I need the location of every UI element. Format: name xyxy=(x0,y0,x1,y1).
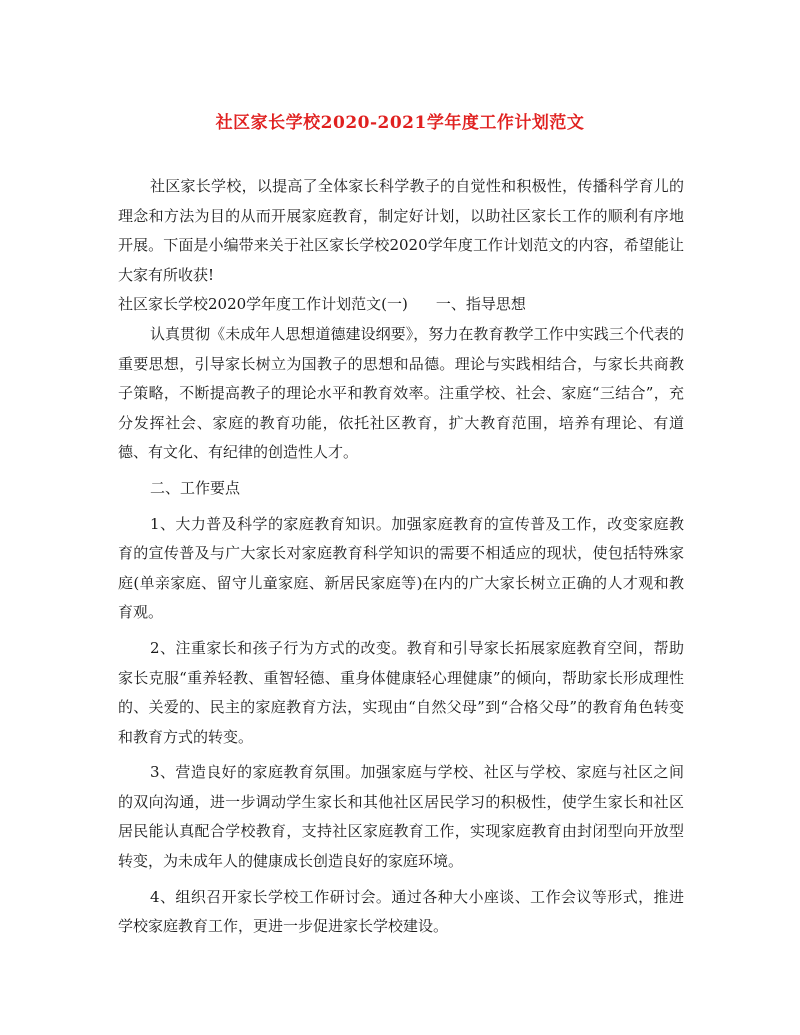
point-paragraph-2: 2、注重家长和孩子行为方式的改变。教育和引导家长拓展家庭教育空间，帮助家长克服“重养轻教、重智轻德、重身体健康轻心理健康”的倾向，帮助家长形成理性的、关爱的、民主的家庭教育方法，实现由“自然父母”到“合格父母”的教育角色转变和教育方式的转变。 xyxy=(118,638,684,746)
section-line xyxy=(118,290,684,320)
section-part-label: 社区家长学校2020学年度工作计划范文(一) xyxy=(118,295,408,314)
point-paragraph-3: 3、营造良好的家庭教育氛围。加强家庭与学校、社区与学校、家庭与社区之间的双向沟通，进一步调动学生家长和其他社区居民学习的积极性，使学生家长和社区居民能认真配合学校教育，支持社区家庭教育工作，实现家庭教育由封闭型向开放型转变，为未成年人的健康成长创造良好的家庭环境。 xyxy=(118,763,684,871)
points-heading: 二、工作要点 xyxy=(150,478,241,497)
document-title: 社区家长学校2020-2021学年度工作计划范文 xyxy=(215,113,585,133)
guiding-paragraph: 认真贯彻《未成年人思想道德建设纲要》，努力在教育教学工作中实践三个代表的重要思想，引导家长树立为国教子的思想和品德。理论与实践相结合，与家长共商教子策略，不断提高教子的理论水平和教育效率。注重学校、社会、家庭“三结合”，充分发挥社会、家庭的教育功能，依托社区教育，扩大教育范围，培养有理论、有道德、有文化、有纪律的创造性人才。 xyxy=(118,324,684,462)
section-heading-guiding: 一、指导思想 xyxy=(435,295,526,314)
intro-paragraph: 社区家长学校，以提高了全体家长科学教子的自觉性和积极性，传播科学育儿的理念和方法为目的从而开展家庭教育，制定好计划，以助社区家长工作的顺利有序地开展。下面是小编带来关于社区家长学校2020学年度工作计划范文的内容，希望能让大家有所收获! xyxy=(118,177,684,284)
point-paragraph-4: 4、组织召开家长学校工作研讨会。通过各种大小座谈、工作会议等形式，推进学校家庭教育工作，更进一步促进家长学校建设。 xyxy=(118,887,684,936)
point-paragraph-1: 1、大力普及科学的家庭教育知识。加强家庭教育的宣传普及工作，改变家庭教育的宣传普及与广大家长对家庭教育科学知识的需要不相适应的现状，使包括特殊家庭(单亲家庭、留守儿童家庭、新居民家庭等)在内的广大家长树立正确的人才观和教育观。 xyxy=(118,514,684,622)
document-body xyxy=(118,172,684,942)
